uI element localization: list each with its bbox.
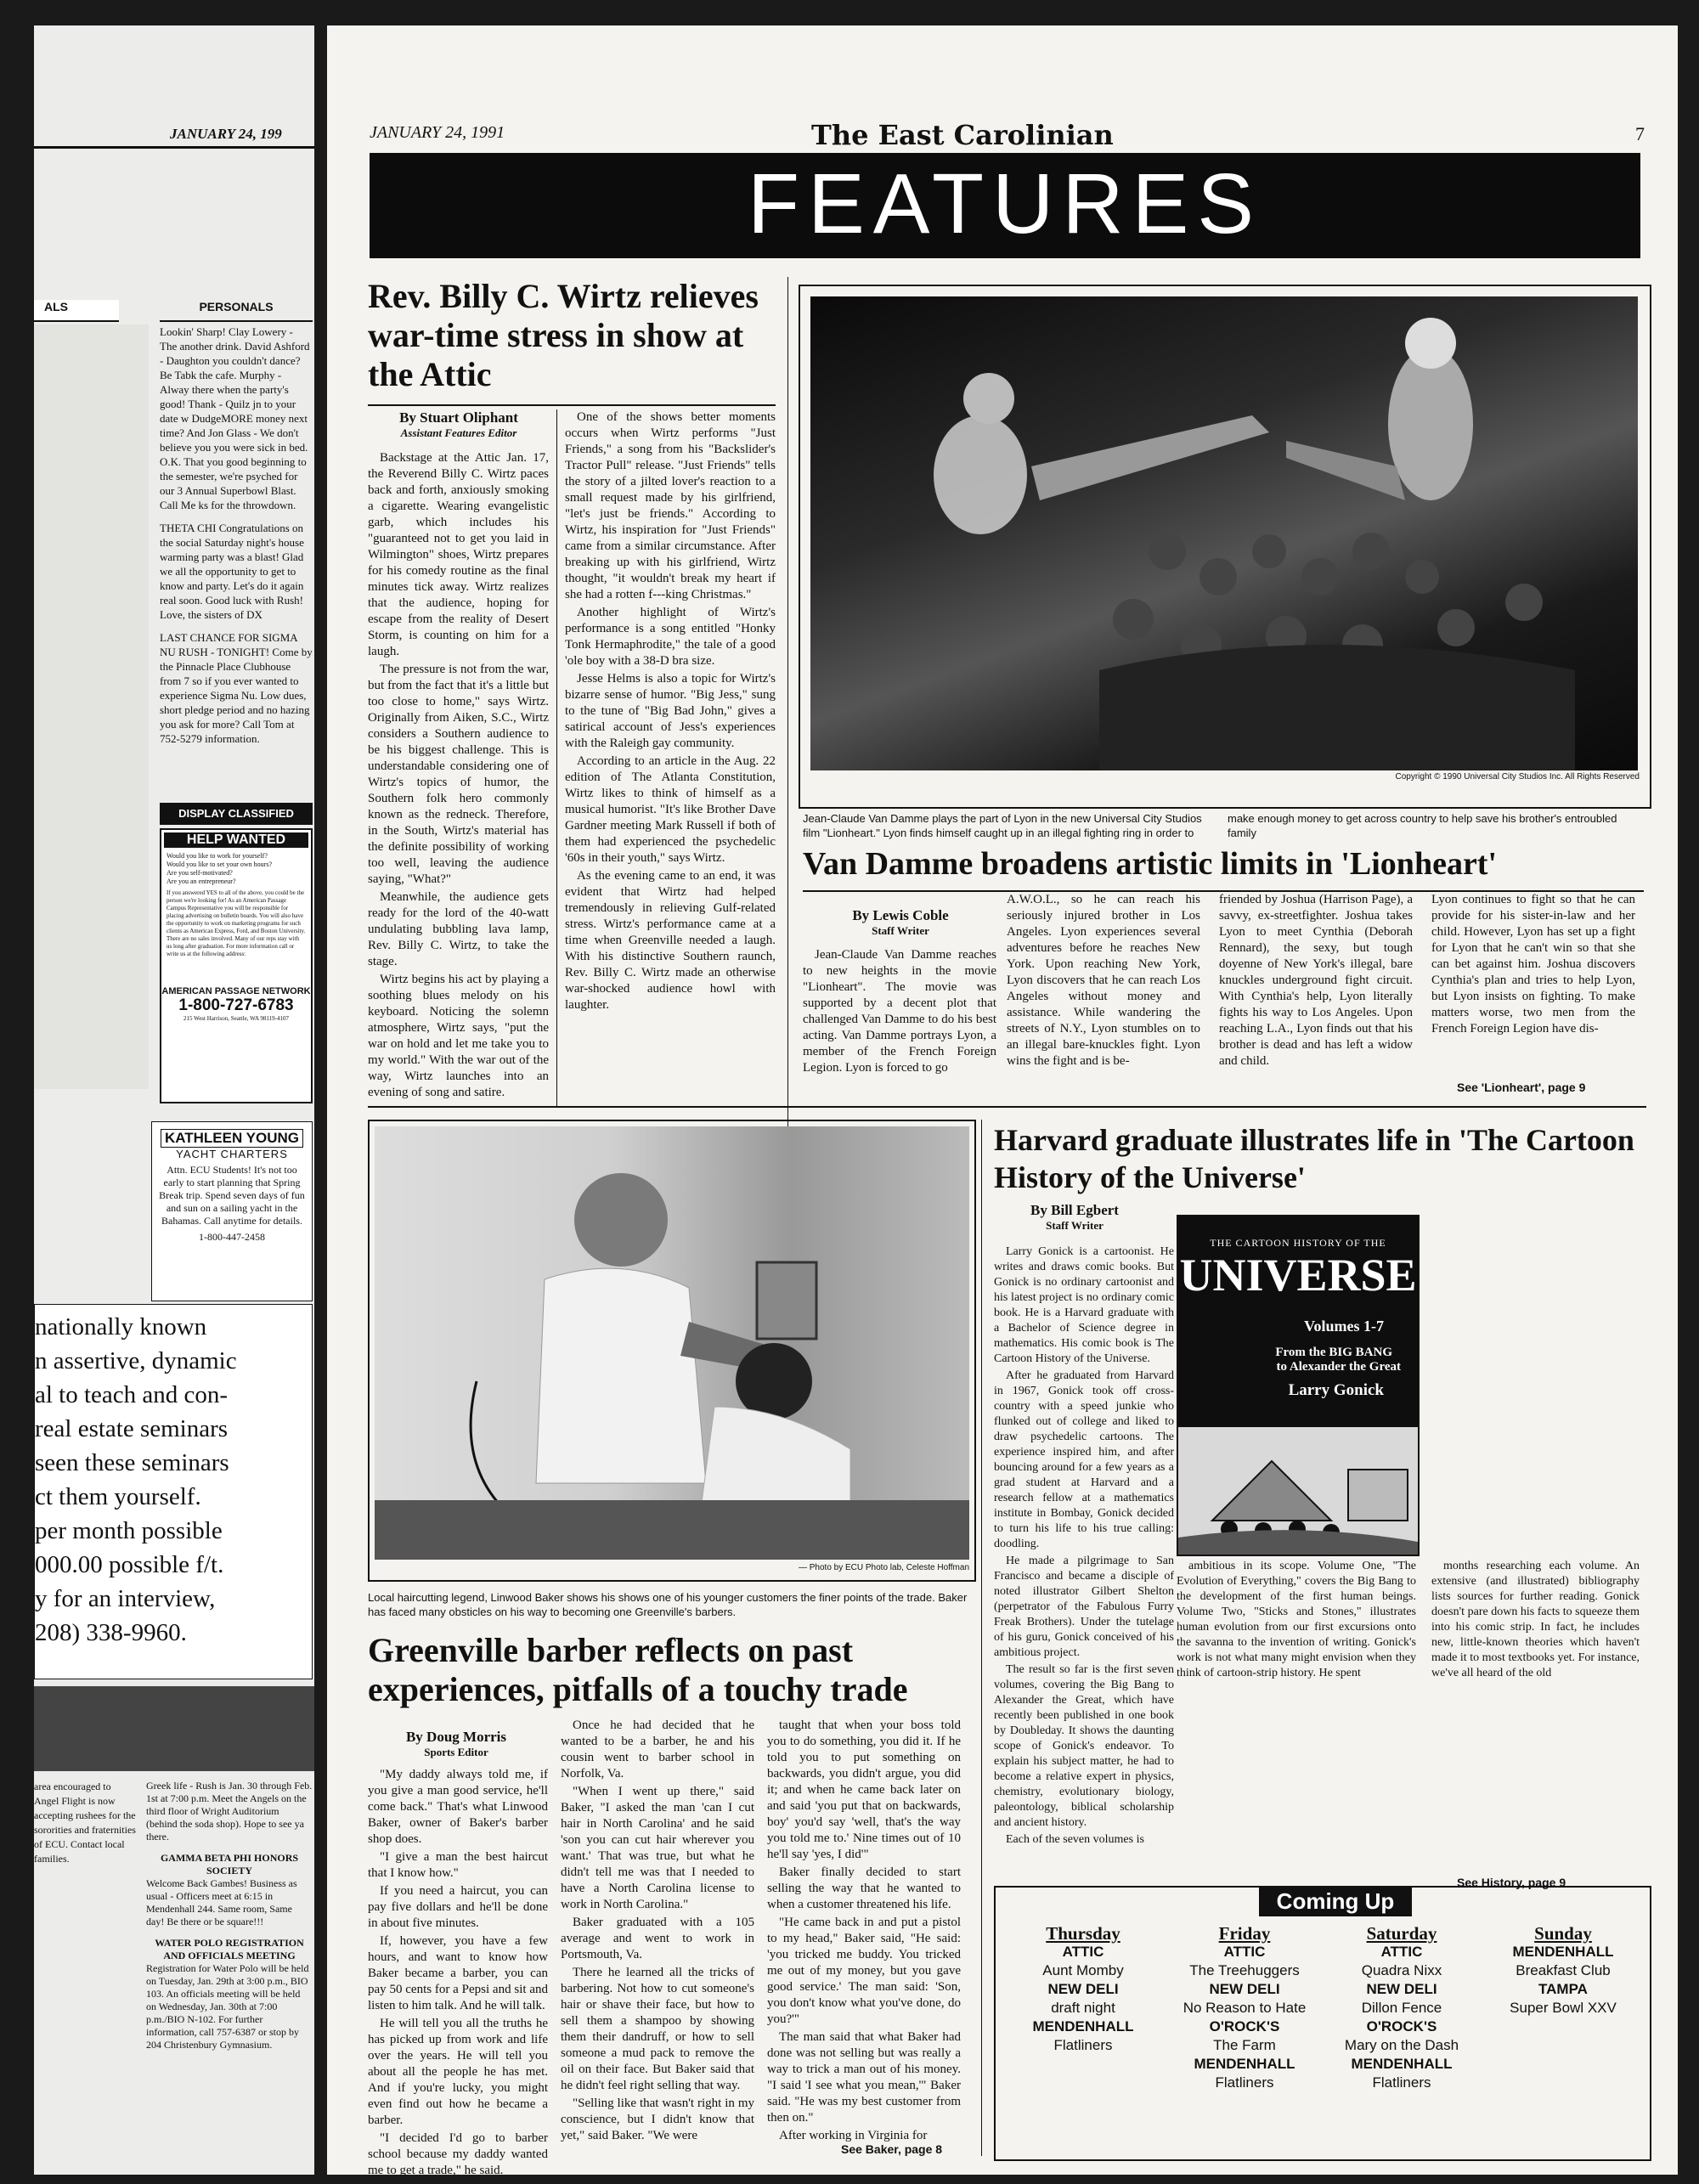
- water-polo-body: Registration for Water Polo will be held on Tuesday, Jan. 29th at 3:00 p.m., BIO 103. An officials meeting will be held on Wednesday, Jan. 30th at 7:00 p.m./BIO N-102. For further information, call 757-6387 or stop by 204 Christenbury Gymnasium.: [146, 1962, 309, 2051]
- ad-line: y for an interview,: [35, 1585, 216, 1612]
- paragraph: The pressure is not from the war, but from the fact that it's a little but too close to home," says Wirtz. Originally from Aiken, S.C., Wirtz considers a Southern audience to be his biggest challenge. This is understandable considering one of Wirtz's topics of humor, the Southern folk hero commonly known as the redneck. Therefore, in the South, Wirtz's material has the definite possibility of working too well, leaving the audience saying, "What?": [368, 663, 549, 886]
- book-cover: [1177, 1215, 1420, 1556]
- paragraph: One of the shows better moments occurs when Wirtz performs "Just Friends," a song from his "Backslider's Tractor Pull" release. "Just Friends" tells the story of a jilted lover's reaction to a small request made by his girlfriend, "let's just be friends." According to Wirtz, his inspiration for "Just Friends" came from a similar circumstance. After breaking up with his girlfriend, Wirtz thought, "it wouldn't break my heart if she had a rotten f---king Christmas.": [565, 410, 776, 601]
- horizontal-rule: [368, 1106, 1646, 1108]
- yacht-charter-ad: [151, 1121, 313, 1301]
- paragraph: According to an article in the Aug. 22 edition of The Atlanta Constitution, Wirtz likes to think of himself as a musical humorist. "It's like Brother Dave Gardner meeting Mark Russell if both of them had experienced the psychedelic '60s in their youth," says Wirtz.: [565, 754, 776, 865]
- book-author: Larry Gonick: [1288, 1381, 1384, 1399]
- ad-line: n assertive, dynamic: [35, 1347, 237, 1374]
- paragraph: The man said that what Baker had done was not selling but was really a way to trick a man out of his money. "I said 'I see what you mean,'" Baker said. "He was my best customer from then on.": [767, 2030, 961, 2125]
- barber-photo-frame: [368, 1120, 976, 1582]
- vandamme-caption: Jean-Claude Van Damme plays the part of Lyon in the new Universal City Studios film "Lionheart." Lyon finds himself caught up in an illegal fighting ring in order to make enough money to get across country to help save his brother's entroubled family: [803, 812, 1617, 839]
- prev-bottom-left: area encouraged to Angel Flight is now accepting rushees for the sororities and fraternities of ECU. Contact local families.: [34, 1780, 136, 1865]
- coming-up-event: draft night: [1051, 2000, 1115, 2016]
- coming-up-day-friday: [1164, 1924, 1325, 2092]
- paragraph: As the evening came to an end, it was evident that Wirtz had helped tremendously in relieving Gulf-related stress. Wirtz's performance came at a time when Greenville needed a laugh. With his distinctive Southern raunch, Rev. Billy C. Wirtz made an otherwise war-shocked audience howl with laughter.: [565, 869, 776, 1012]
- vandamme-byline: [803, 907, 998, 938]
- ad-line: real estate seminars: [35, 1415, 229, 1442]
- barber-caption: Local haircutting legend, Linwood Baker shows his shows one of his younger customers the finer points of the trade. Baker has faced many obsticles on his way to becoming one Greenville's barbers.: [368, 1591, 968, 1618]
- wirtz-headline: Rev. Billy C. Wirtz relieves war-time stress in show at the Attic: [368, 277, 759, 393]
- help-question: Are you self-motivated?: [167, 869, 233, 877]
- display-classified-header: DISPLAY CLASSIFIED: [160, 803, 313, 825]
- coming-up-event: Flatliners: [1053, 2037, 1113, 2053]
- barber-author: By Doug Morris: [405, 1729, 507, 1745]
- wirtz-column-1: [368, 450, 549, 1117]
- coming-up-venue: TAMPA: [1538, 1981, 1588, 1997]
- ad-line: al to teach and con-: [35, 1381, 229, 1408]
- book-series: THE CARTOON HISTORY OF THE: [1210, 1237, 1386, 1249]
- coming-up-venue: O'ROCK'S: [1366, 2018, 1437, 2034]
- coming-up-event: Aunt Momby: [1042, 1962, 1124, 1978]
- paragraph: He will tell you all the truths he has picked up from work and life over the years. He will tell you about all the people he has met. And if you're lucky, you might even find out how he became a barber.: [368, 2017, 548, 2127]
- book-subtitle-2: to Alexander the Great: [1276, 1360, 1401, 1374]
- gonick-author-title: Staff Writer: [1046, 1219, 1104, 1232]
- help-wanted-body: If you answered YES to all of the above, you could be the person we're looking for! As an American Passage Campus Representative you will be responsible for placing advertising on bulletin boards. You will also have the opportunity to work on marketing programs for such clients as American Express, Ford, and Boston University. There are no sales involved. Many of our reps stay with us long after graduation. For more information call or write us at the following address:: [167, 889, 306, 957]
- coming-up-title: Coming Up: [1259, 1886, 1412, 1916]
- yacht-subtitle: YACHT CHARTERS: [176, 1148, 288, 1160]
- gonick-column-3: months researching each volume. An extensive (and illustrated) bibliography lists sources for further reading. Gonick doesn't pare down his facts to squeeze them into his comic strip. In fact, he includes new, little-known theories which haven't made it to most textbooks yet. For instance, we've all heard of the old: [1431, 1560, 1640, 1679]
- coming-up-event: The Farm: [1213, 2037, 1276, 2053]
- vandamme-column-2: A.W.O.L., so he can reach his seriously injured brother in Los Angeles. Lyon experiences several adventures before he reaches New York. Upon reaching New York, Lyon discovers that he can reach Los Angeles without money and assistance. While wandering the streets of N.Y., Lyon stumbles on to an illegal bare-knuckles fight. Lyon wins the fight and is be-: [1007, 893, 1200, 1068]
- barber-jump-link[interactable]: See Baker, page 8: [841, 2142, 943, 2156]
- coming-up-event: No Reason to Hate: [1183, 2000, 1307, 2016]
- personals-column: [160, 324, 313, 800]
- coming-up-venue: MENDENHALL: [1194, 2056, 1295, 2072]
- vandamme-photo-frame: [799, 285, 1651, 809]
- paragraph: "I decided I'd go to barber school because my daddy wanted me to get a trade," he said.: [368, 2131, 548, 2177]
- help-wanted-questions: [161, 850, 311, 888]
- paragraph: Once he had decided that he wanted to be a barber, he and his cousin went to barber school in Norfolk, Va.: [561, 1718, 754, 1780]
- paragraph: Another highlight of Wirtz's performance is a song entitled "Honky Tonk Hermaphrodite," the tale of a good 'ole boy with a 38-D bra size.: [565, 606, 776, 668]
- vertical-rule: [787, 277, 788, 1126]
- ad-line: nationally known: [35, 1313, 207, 1340]
- coming-up-venue: NEW DELI: [1047, 1981, 1119, 1997]
- paragraph: Meanwhile, the audience gets ready for the lord of the 40-watt undulating bubbling lava lamp, Rev. Billy C. Wirtz, to take the stage.: [368, 890, 549, 968]
- help-wanted-title: HELP WANTED: [164, 832, 308, 848]
- masthead: The East Carolinian: [811, 119, 1114, 151]
- section-banner: [370, 153, 1640, 258]
- gonick-column-2: ambitious in its scope. Volume One, "The Evolution of Everything," covers the Big Bang to the development of the first human beings. Volume Two, "Sticks and Stones," illustrates human evolution from our first excursions onto the savanna to the invention of writing. Gonick's work is not what many might envision when they think of cartoon-strip history. He spent: [1177, 1560, 1416, 1679]
- fight-scene-illustration: [810, 296, 1638, 770]
- vandamme-author-title: Staff Writer: [872, 924, 929, 937]
- paragraph: taught that when your boss told you to do something, you did it. If he told you to put something on backwards, you didn't argue, you did it; and when he came back later on and said 'you put that on backwards, boy' you'd say 'well, that's the way you told me to.' Nine times out of 10 he'll say 'yes, I did'": [767, 1718, 961, 1861]
- vandamme-column-4: Lyon continues to fight so that he can provide for his sister-in-law and her child. However, Lyon has set up a fight for Lyon that he can't win so that she can bet against him. Joshua discovers Cynthia's plan and tries to help Lyon, but Lyon insists on fighting. To make matters worse, two men from the French Foreign Legion have dis-: [1431, 893, 1635, 1036]
- coming-up-day-label: Friday: [1218, 1923, 1271, 1944]
- coming-up-venue: MENDENHALL: [1032, 2018, 1134, 2034]
- yacht-phone: 1-800-447-2458: [199, 1231, 265, 1243]
- coming-up-event: The Treehuggers: [1189, 1962, 1300, 1978]
- help-wanted-ad: [160, 828, 313, 1103]
- previous-page: [34, 25, 314, 2175]
- paragraph: "When I went up there," said Baker, "I asked the man 'can I cut hair in North Carolina' and he said 'son you can cut hair wherever you want.' That was true, but what he didn't tell me was that I needed to have a North Carolina license to work in North Carolina.": [561, 1785, 754, 1911]
- yacht-body: Attn. ECU Students! It's not too early to start planning that Spring Break trip. Spend seven days of fun and sun on a sailing yacht in the Bahamas. Call anytime for details.: [159, 1164, 305, 1227]
- coming-up-venue: MENDENHALL: [1512, 1944, 1614, 1960]
- ad-line: ct them yourself.: [35, 1483, 201, 1510]
- gbhs-body: Welcome Back Gambes! Business as usual - Officers meet at 6:15 in Mendenhall 244. Same room, Same day! Be there or be square!!!: [146, 1877, 297, 1927]
- wirtz-column-2: [565, 409, 776, 1115]
- coming-up-event: Mary on the Dash: [1344, 2037, 1459, 2053]
- prev-header-rule: [34, 146, 314, 149]
- paragraph: Each of the seven volumes is: [1006, 1833, 1144, 1846]
- book-title: UNIVERSE: [1179, 1250, 1417, 1301]
- vertical-rule: [981, 1120, 982, 2156]
- coming-up-venue: NEW DELI: [1366, 1981, 1437, 1997]
- paragraph: "I give a man the best haircut that I know how.": [368, 1850, 548, 1880]
- vandamme-author: By Lewis Coble: [852, 907, 949, 923]
- vandamme-photo: [810, 296, 1638, 770]
- section-title: FEATURES: [748, 156, 1262, 251]
- page-date: JANUARY 24, 1991: [370, 123, 505, 142]
- gonick-jump-link[interactable]: See History, page 9: [1457, 1876, 1566, 1889]
- vandamme-column-3: friended by Joshua (Harrison Page), a savvy, ex-streetfighter. Joshua takes Lyon to meet Cynthia (Deborah Rennard), the sexy, but tough doyenne of New York's illegal, bare knuckles underground fight circuit. With Cynthia's help, Lyon literally fights his way to Los Angeles. Upon reaching L.A., Lyon finds out that his brother is dead and has left a widow and child.: [1219, 893, 1413, 1068]
- gonick-byline: [998, 1202, 1151, 1233]
- barber-byline: [371, 1729, 541, 1759]
- paragraph: Backstage at the Attic Jan. 17, the Reverend Billy C. Wirtz paces back and forth, anxiously smoking a cigarette. Wearing evangelistic garb, which includes his "guaranteed not to get you laid in Wilmington" shoes, Wirtz prepares for his comedy routine as the final minutes tick away. Wirtz realizes that the audience, hoping for escape from the reality of Desert Storm, is counting on him for a laugh.: [368, 451, 549, 658]
- barber-scene-illustration: [375, 1126, 969, 1560]
- help-question: Are you an entrepreneur?: [167, 878, 236, 885]
- coming-up-day-saturday: [1321, 1924, 1482, 2092]
- paragraph: "My daddy always told me, if you give a man good service, he'll come back." That's what Linwood Baker, owner of Baker's barber shop does.: [368, 1768, 548, 1846]
- coming-up-day-label: Thursday: [1046, 1923, 1120, 1944]
- ad-line: 208) 338-9960.: [35, 1619, 187, 1646]
- coming-up-event: Breakfast Club: [1516, 1962, 1611, 1978]
- book-subtitle-1: From the BIG BANG: [1275, 1346, 1392, 1359]
- paragraph: There he learned all the tricks of barbering. Not how to cut someone's hair or shave their face, but how to sell them a shampoo by showing them their dandruff, or how to sell someone a mud pack to remove the oil on their face. But Baker said that he didn't feel right selling that way.: [561, 1966, 754, 2092]
- paragraph: "He came back in and put a pistol to my head," Baker said, "He said: 'you tricked me buddy. You tricked me out of my money, but you gave good service.' The man said: 'Son, you don't know what you've done, do you?'": [767, 1916, 961, 2026]
- help-wanted-address: 215 West Harrison, Seattle, WA 98119-4107: [183, 1015, 289, 1022]
- paragraph: Baker graduated with a 105 average and went to work in Portsmouth, Va.: [561, 1916, 754, 1961]
- barber-photo-credit: — Photo by ECU Photo lab, Celeste Hoffman: [798, 1563, 969, 1572]
- coming-up-venue: ATTIC: [1380, 1944, 1423, 1960]
- coming-up-day-thursday: [1002, 1924, 1164, 2055]
- help-wanted-phone: 1-800-727-6783: [178, 996, 294, 1014]
- water-polo-title: WATER POLO REGISTRATION AND OFFICIALS MEETING: [155, 1937, 304, 1961]
- coming-up-venue: MENDENHALL: [1351, 2056, 1453, 2072]
- vandamme-column-1: Jean-Claude Van Damme reaches to new heights in the movie "Lionheart". The movie was supported by a decent plot that challenged Van Damme to do his best acting. Van Damme portrays Lyon, a member of the French Foreign Legion. Lyon is forced to go: [803, 948, 996, 1075]
- wirtz-byline: [370, 409, 548, 440]
- barber-headline: Greenville barber reflects on past experiences, pitfalls of a touchy trade: [368, 1631, 908, 1708]
- coming-up-event: Flatliners: [1215, 2074, 1274, 2091]
- seminar-ad: [34, 1304, 313, 1679]
- greek-life-ad: Greek life - Rush is Jan. 30 through Feb. 1st at 7:00 p.m. Meet the Angels on the third floor of Wright Auditorium (behind the soda shop). Hope to see ya there.: [146, 1780, 313, 1843]
- coming-up-day-sunday: [1482, 1924, 1644, 2018]
- personal-ad: Lookin' Sharp! Clay Lowery - The another drink. David Ashford - Daughton you couldn't dance? Be Tabk the cafe. Murphy - Alway there when the party's good! Thank - Quilz jn to your date w DudgeMORE money next time? And Jon Glass - We don't believe you you were sick in bed. O.K. That you good beginning to the semester, we're psyched for our 3 Annual Superbowl Blast. Call Me ks for the throwdown.: [160, 325, 310, 511]
- coming-up-event: Flatliners: [1372, 2074, 1431, 2091]
- book-illustration: [1178, 1427, 1418, 1555]
- ad-line: seen these seminars: [35, 1449, 229, 1476]
- coming-up-venue: O'ROCK'S: [1209, 2018, 1280, 2034]
- wirtz-author-title: Assistant Features Editor: [400, 426, 517, 439]
- gbhs-title: GAMMA BETA PHI HONORS SOCIETY: [160, 1852, 299, 1876]
- personal-ad: THETA CHI Congratulations on the social Saturday night's house warming party was a blast! Glad we all the opportunity to get to know and party. Let's do it again real soon. Good luck with Rush! Love, the sisters of DX: [160, 522, 304, 621]
- help-question: Would you like to set your own hours?: [167, 861, 273, 868]
- paragraph: The result so far is the first seven volumes, covering the Big Bang to Alexander the Great, which have recently been published in one book by Doubleday. It shows the daunting scope of Gonick's endeavor. To explain his subject matter, he had to become a relative expert in physics, chemistry, evolutionary biology, paleontology, biblical scholarship and ancient history.: [994, 1663, 1174, 1829]
- help-wanted-company: AMERICAN PASSAGE NETWORK: [161, 986, 311, 996]
- prev-page-date: JANUARY 24, 199: [170, 126, 282, 142]
- gonick-author: By Bill Egbert: [1030, 1202, 1119, 1218]
- personals-label: PERSONALS: [160, 300, 313, 322]
- vandamme-headline: Van Damme broadens artistic limits in 'Lionheart': [803, 846, 1498, 882]
- personal-ad: LAST CHANCE FOR SIGMA NU RUSH - TONIGHT! Come by the Pinnacle Place Clubhouse from 7 so if you ever wanted to experience Sigma Nu. Low dues, short pledge period and no hazing you ask for more? Call Tom at 752-5279 information.: [160, 631, 313, 745]
- barber-column-3: [767, 1718, 961, 2142]
- barber-author-title: Sports Editor: [424, 1746, 488, 1758]
- ad-line: per month possible: [35, 1517, 223, 1544]
- coming-up-venue: NEW DELI: [1209, 1981, 1280, 1997]
- prev-classified-column: [34, 324, 149, 1089]
- paragraph: If, however, you have a few hours, and want to know how Baker became a barber, you can pay 50 cents for a Pepsi and sit and listen to him talk. And he will talk.: [368, 1934, 548, 2012]
- vandamme-jump-link[interactable]: See 'Lionheart', page 9: [1457, 1081, 1586, 1094]
- coming-up-event: Super Bowl XXV: [1510, 2000, 1617, 2016]
- features-page: [327, 25, 1678, 2175]
- paragraph: After working in Virginia for: [779, 2129, 928, 2142]
- barber-column-2: [561, 1718, 754, 2159]
- coming-up-venue: ATTIC: [1062, 1944, 1104, 1960]
- paragraph: Baker finally decided to start selling the way that he wanted to when a customer threatened his life.: [767, 1865, 961, 1911]
- paragraph: After he graduated from Harvard in 1967, Gonick took off cross-country with a speed junkie who flunked out of college and liked to draw psychedelic cartoons. The experience inspired him, and after bouncing around for a few years as a grad student at Harvard and a research fellow at a mathematics institute in Bombay, Gonick decided to turn his life to his true calling: doodling.: [994, 1369, 1174, 1550]
- gonick-column-1: [994, 1244, 1174, 1903]
- paragraph: Wirtz begins his act by playing a soothing blues melody on his keyboard. Noticing the solemn atmosphere, Wirtz says, "put the war on hold and let me take you to my world." With the war out of the way, Wirtz launches into an evening of song and satire.: [368, 973, 549, 1099]
- coming-up-event: Quadra Nixx: [1361, 1962, 1442, 1978]
- wirtz-author: By Stuart Oliphant: [399, 409, 518, 426]
- help-question: Would you like to work for yourself?: [167, 852, 268, 860]
- coming-up-event: Dillon Fence: [1361, 2000, 1442, 2016]
- wirtz-col-divider: [556, 409, 557, 1106]
- paragraph: He made a pilgrimage to San Francisco and became a disciple of noted illustrator Gilbert Shelton (perpetrator of the Fabulous Furry Freak Brothers). Under the tutelage of his guru, Gonick conceived of his ambitious project.: [994, 1555, 1174, 1659]
- barber-photo: [375, 1126, 969, 1560]
- yacht-name: KATHLEEN YOUNG: [161, 1129, 303, 1148]
- paragraph: "Selling like that wasn't right in my conscience, but I didn't know that yet," said Baker. "We were: [561, 2097, 754, 2142]
- paragraph: Jesse Helms is also a topic for Wirtz's bizarre sense of humor. "Big Jess," sung to the tune of "Big Bad John," gives a satirical account of Jess's experiences with the Raleigh gay community.: [565, 672, 776, 750]
- prev-section-label: ALS: [34, 300, 119, 322]
- book-volumes: Volumes 1-7: [1304, 1318, 1384, 1335]
- barber-column-1: [368, 1767, 548, 2177]
- seminar-ad-text: [35, 1305, 312, 1650]
- vandamme-photo-credit: Copyright © 1990 Universal City Studios Inc. All Rights Reserved: [1395, 772, 1640, 782]
- coming-up-day-label: Saturday: [1366, 1923, 1437, 1944]
- paragraph: Larry Gonick is a cartoonist. He writes and draws comic books. But Gonick is no ordinary cartoonist and his latest project is no ordinary comic book. He is a Harvard graduate with a Bachelor of Science degree in mathematics. His comic book is The Cartoon History of the Universe.: [994, 1245, 1174, 1365]
- gonick-headline: Harvard graduate illustrates life in 'The Cartoon History of the Universe': [994, 1123, 1634, 1194]
- ad-line: 000.00 possible f/t.: [35, 1551, 224, 1578]
- prev-bottom-right: [146, 1780, 313, 2051]
- page-number: 7: [1635, 123, 1645, 144]
- coming-up-venue: ATTIC: [1223, 1944, 1266, 1960]
- prev-dark-band: [34, 1686, 314, 1771]
- coming-up-day-label: Sunday: [1534, 1923, 1592, 1944]
- wirtz-rule: [368, 404, 776, 406]
- paragraph: If you need a haircut, you can pay five dollars and he'll be done in about five minutes.: [368, 1884, 548, 1930]
